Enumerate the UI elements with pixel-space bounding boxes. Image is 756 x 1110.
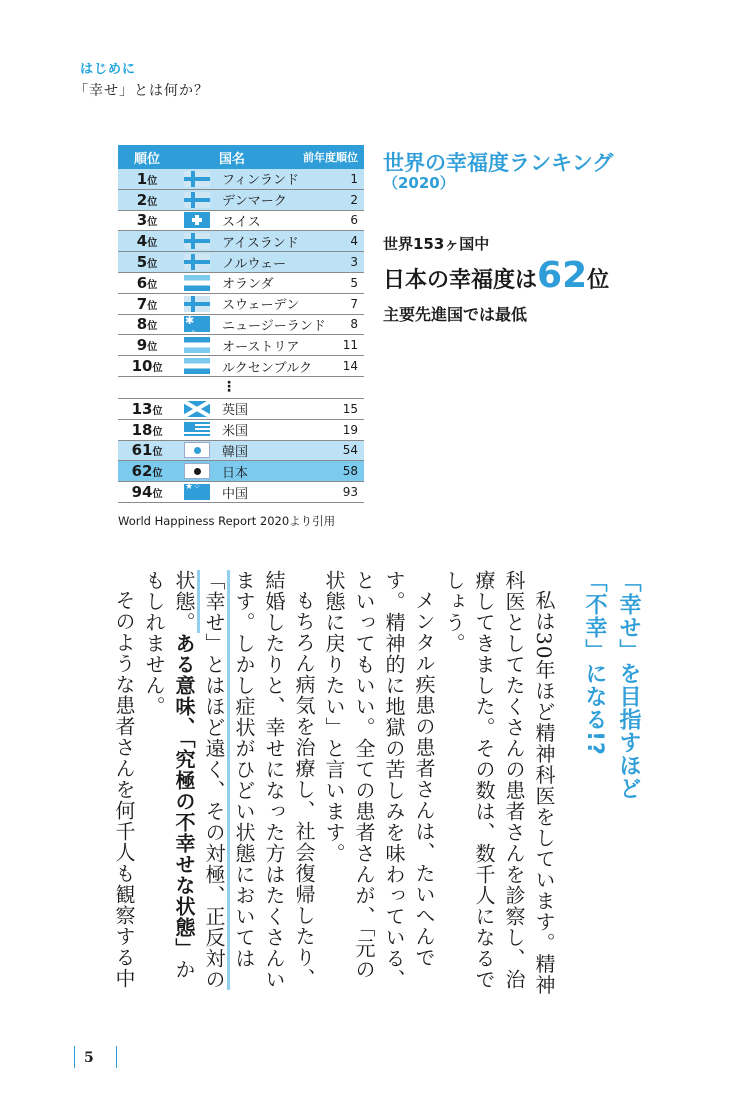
rank-value: 7 (136, 294, 148, 313)
rank-suffix: 位 (152, 468, 163, 480)
paragraph-2: メンタル疾患の患者さんは、たいへんです。精神的に地獄の苦しみを味わっている、といってもいい。全ての患者さんが、「元の状態に戻りたい」と言います。 (322, 570, 436, 990)
rank-suffix: 位 (152, 426, 163, 438)
rank-suffix: 位 (152, 447, 163, 459)
rank-value: 6 (136, 273, 148, 292)
flag-cell (176, 401, 218, 417)
previous-rank: 19 (342, 422, 358, 437)
table-row (118, 190, 364, 211)
rank-cell (118, 253, 176, 271)
netherlands-flag-icon (184, 275, 210, 291)
austria-flag-icon (184, 337, 210, 353)
flag-cell (176, 275, 218, 291)
rank-suffix: 位 (147, 279, 158, 291)
country-name: ノルウェー (222, 256, 286, 272)
country-name: 中国 (222, 486, 249, 502)
flag-cell (176, 171, 218, 187)
rank-suffix: 位 (147, 175, 158, 187)
previous-rank: 11 (342, 338, 358, 353)
footer-tick-right (116, 1046, 117, 1068)
rank-suffix: 位 (147, 342, 158, 354)
flag-cell (176, 337, 218, 353)
rank-cell (118, 462, 176, 480)
table-row (118, 315, 364, 336)
country-name: デンマーク (222, 194, 287, 210)
table-row (118, 420, 364, 441)
rank-cell (118, 232, 176, 250)
country-name: スイス (222, 214, 261, 230)
previous-rank: 4 (350, 234, 358, 249)
rank-cell (118, 191, 176, 209)
rank-value: 61 (131, 441, 153, 460)
lowest-line: 主要先進国では最低 (383, 305, 528, 324)
rank-suffix: 位 (147, 259, 158, 271)
country-name: 米国 (222, 424, 249, 440)
previous-rank: 54 (342, 443, 358, 458)
section-label: はじめに (80, 62, 137, 77)
gap-marker: ⋮ (222, 379, 236, 396)
rank-value: 18 (131, 420, 153, 439)
rank-cell (118, 483, 176, 501)
table-row (118, 356, 364, 377)
country-name: 韓国 (222, 444, 249, 460)
rank-cell (118, 400, 176, 418)
previous-rank: 8 (350, 317, 358, 332)
flag-cell (176, 463, 218, 479)
japan-rank-line (383, 255, 609, 296)
paragraph-4: そのような患者さんを何千人も観察する中 (112, 590, 136, 989)
country-name: ニュージーランド (222, 318, 326, 334)
rank-suffix: 位 (152, 489, 163, 501)
flag-cell (176, 442, 218, 458)
paragraph-3d: かもしれません。 (142, 570, 196, 980)
table-row (118, 482, 364, 503)
flag-cell (176, 296, 218, 312)
table-row (118, 231, 364, 252)
table-row (118, 399, 364, 420)
rank-cell (118, 295, 176, 313)
previous-rank: 1 (350, 171, 358, 186)
sweden-flag-icon (184, 296, 210, 312)
iceland-flag-icon (184, 233, 210, 249)
rank-cell (118, 315, 176, 333)
table-gap (118, 377, 364, 399)
previous-rank: 93 (342, 485, 358, 500)
rank-cell (118, 274, 176, 292)
rank-suffix: 位 (147, 321, 158, 333)
flag-cell (176, 484, 218, 500)
rank-value: 3 (136, 211, 148, 230)
rank-value: 8 (136, 315, 148, 334)
header-previous: 前年度順位 (303, 151, 358, 164)
paragraph-3b: 「幸せ」とはほど遠く、その対極、正反対の状態。 (172, 570, 230, 990)
rank-value: 94 (131, 483, 153, 502)
japan-suffix: 位 (587, 268, 610, 293)
country-name: ルクセンブルク (222, 360, 312, 376)
rank-cell (118, 170, 176, 188)
flag-cell (176, 212, 218, 228)
china-flag-icon (184, 484, 210, 500)
denmark-flag-icon (184, 192, 210, 208)
page-heading: 「幸せ」とは何か？ (74, 83, 209, 99)
rank-value: 62 (131, 462, 153, 481)
previous-rank: 2 (350, 192, 358, 207)
new-zealand-flag-icon (184, 316, 210, 332)
paragraph-1: 私は30年ほど精神科医をしています。精神科医としてたくさんの患者さんを診察し、治療してきました。その数は、数千人になるでしょう。 (442, 570, 556, 996)
ranking-title: 世界の幸福度ランキング (383, 151, 614, 175)
table-row (118, 211, 364, 232)
table-row (118, 252, 364, 273)
rank-suffix: 位 (147, 217, 158, 229)
flag-cell (176, 192, 218, 208)
rank-value: 9 (136, 336, 148, 355)
country-name: 日本 (222, 465, 249, 481)
table-row (118, 169, 364, 190)
rank-suffix: 位 (152, 405, 163, 417)
flag-cell (176, 254, 218, 270)
previous-rank: 7 (350, 296, 358, 311)
country-name: 英国 (222, 403, 249, 419)
table-row (118, 461, 364, 482)
rank-suffix: 位 (147, 196, 158, 208)
rank-value: 13 (131, 399, 153, 418)
uk-flag-icon (184, 401, 210, 417)
world-count: 世界153ヶ国中 (383, 235, 490, 253)
flag-cell (176, 422, 218, 438)
ranking-table (118, 145, 364, 503)
sub-heading (577, 570, 645, 1000)
paragraph-3 (139, 570, 319, 1000)
rank-suffix: 位 (152, 363, 163, 375)
table-header (118, 145, 364, 169)
japan-prefix: 日本の幸福度は (383, 268, 538, 293)
finland-flag-icon (184, 171, 210, 187)
page-number: 5 (84, 1050, 94, 1066)
header-country: 国名 (218, 151, 245, 167)
table-source: World Happiness Report 2020より引用 (118, 514, 336, 528)
previous-rank: 6 (350, 213, 358, 228)
rank-value: 5 (136, 253, 148, 272)
rank-cell (118, 357, 176, 375)
korea-flag-icon (184, 442, 210, 458)
table-row (118, 273, 364, 294)
rank-cell (118, 336, 176, 354)
sub-heading-line-2: 「不幸」になる!? (582, 570, 607, 756)
table-row (118, 335, 364, 356)
country-name: オーストリア (222, 339, 300, 355)
norway-flag-icon (184, 254, 210, 270)
japan-flag-icon (184, 463, 210, 479)
switzerland-flag-icon (184, 212, 210, 228)
us-flag-icon (184, 422, 210, 438)
rank-cell (118, 421, 176, 439)
flag-cell (176, 358, 218, 374)
paragraph-3a: もちろん病気を治療し、社会復帰したり、結婚したりと、幸せになった方はたくさんいます。しかし症状がひどい状態においては (232, 570, 316, 990)
japan-rank-number: 62 (537, 255, 588, 296)
rank-suffix: 位 (147, 300, 158, 312)
flag-cell (176, 316, 218, 332)
previous-rank: 14 (342, 359, 358, 374)
rank-value: 1 (136, 169, 148, 188)
country-name: オランダ (222, 277, 274, 293)
table-row (118, 294, 364, 315)
body-text (75, 570, 645, 1000)
country-name: アイスランド (222, 235, 299, 251)
previous-rank: 15 (342, 401, 358, 416)
previous-rank: 3 (350, 255, 358, 270)
rank-value: 2 (136, 190, 148, 209)
ranking-year: （2020） (383, 174, 455, 192)
flag-cell (176, 233, 218, 249)
paragraph-3-emphasis: ある意味、「究極の不幸せな状態」 (172, 633, 196, 959)
rank-cell (118, 211, 176, 229)
previous-rank: 5 (350, 275, 358, 290)
footer-tick-left (74, 1046, 75, 1068)
rank-suffix: 位 (147, 238, 158, 250)
rank-cell (118, 441, 176, 459)
country-name: スウェーデン (222, 298, 300, 314)
rank-value: 10 (131, 357, 153, 376)
country-name: フィンランド (222, 173, 299, 189)
rank-value: 4 (136, 232, 148, 251)
previous-rank: 58 (342, 464, 358, 479)
sub-heading-line-1: 「幸せ」を目指すほど (616, 570, 641, 800)
header-rank: 順位 (133, 151, 160, 167)
table-row (118, 441, 364, 462)
luxembourg-flag-icon (184, 358, 210, 374)
